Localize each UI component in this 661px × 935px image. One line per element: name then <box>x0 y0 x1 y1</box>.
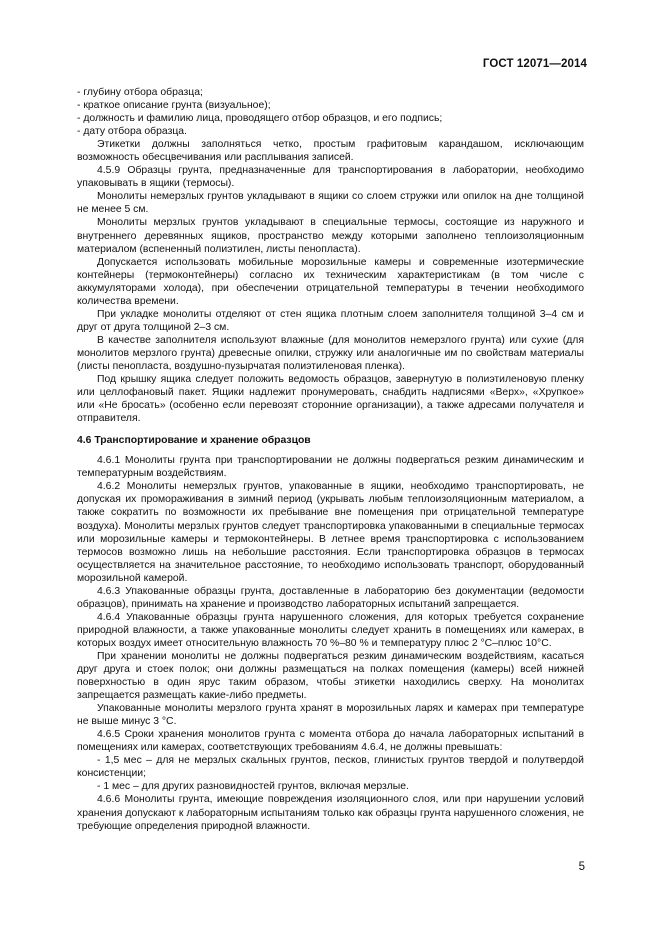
paragraph: - должность и фамилию лица, проводящего отбор образцов, и его подпись; <box>77 113 443 125</box>
paragraph: 4.6.3 Упакованные образцы грунта, доставленные в лабораторию без документации (ведомости образцов), принимать на хранение и производство лабораторных испытаний запрещается. <box>77 585 584 610</box>
paragraph: Под крышку ящика следует положить ведомость образцов, завернутую в полиэтиленовую пленку или целлофановый пакет. Ящики надлежит пронумеровать, снабдить надписями «Верх», «Хрупкое» или «Не бросать» (особенно если перевозят сторонние организации), а также адресами получателя и отправителя. <box>77 374 584 425</box>
paragraph: - краткое описание грунта (визуальное); <box>77 100 271 112</box>
paragraph: - глубину отбора образца; <box>77 87 203 98</box>
document-body <box>77 86 584 833</box>
paragraph: Этикетки должны заполняться четко, простым графитовым карандашом, исключающим возможность обесцвечивания или расплывания записей. <box>77 139 584 164</box>
paragraph: - 1 мес – для других разновидностей грунтов, включая мерзлые. <box>97 781 409 793</box>
paragraph: 4.6.5 Сроки хранения монолитов грунта с момента отбора до начала лабораторных испытаний в помещениях или камерах, соответствующих требованиям 4.6.4, не должны превышать: <box>77 729 584 754</box>
paragraph: - 1,5 мес – для не мерзлых скальных грунтов, песков, глинистых грунтов твердой и полутвердой консистенции; <box>77 755 584 780</box>
paragraph: Монолиты мерзлых грунтов укладывают в специальные термосы, состоящие из наружного и внутреннего деревянных ящиков, пространство между которыми заполнено теплоизоляционным материалом (вспененный полиэтилен, листы пенопласта). <box>77 217 584 255</box>
section-heading: 4.6 Транспортирование и хранение образцов <box>77 435 311 447</box>
page-number: 5 <box>578 861 585 873</box>
paragraph: - дату отбора образца. <box>77 126 187 138</box>
paragraph: 4.5.9 Образцы грунта, предназначенные для транспортирования в лаборатории, необходимо упаковывать в ящики (термосы). <box>77 165 584 190</box>
paragraph: Упакованные монолиты мерзлого грунта хранят в морозильных ларях и камерах при температуре не выше минус 3 °С. <box>77 703 584 728</box>
paragraph: 4.6.6 Монолиты грунта, имеющие повреждения изоляционного слоя, или при нарушении условий хранения допускают к лабораторным испытаниям только как образцы грунта нарушенного сложения, не требующие определения природной влажности. <box>77 794 584 832</box>
paragraph: 4.6.2 Монолиты немерзлых грунтов, упакованные в ящики, необходимо транспортировать, не допуская их промораживания в зимний период (укрывать любым теплоизоляционным материалом, а также сократить по возможности их пребывание вне помещения при отрицательной температуре воздуха). Монолиты мерзлых грунтов следует транспортировка упакованными в специальные термосах или морозильные камеры и термоконтейнеры. В летнее время транспортировка с использованием термосов возможно лишь на небольшие расстояния. Если транспортировка образцов в термосах осуществляется на значительное расстояние, то необходимо использовать транспорт, оборудованный морозильной камерой. <box>77 481 584 584</box>
paragraph: Допускается использовать мобильные морозильные камеры и современные изотермические контейнеры (термоконтейнеры) согласно их техническим характеристикам (в том числе с аккумуляторами холода), при обеспечении отрицательной температуры в течении необходимого количества времени. <box>77 256 584 307</box>
document-code-header: ГОСТ 12071—2014 <box>482 58 587 70</box>
paragraph: В качестве заполнителя используют влажные (для монолитов немерзлого грунта) или сухие (для монолитов мерзлого грунта) древесные опилки, стружку или аналогичные им по свойствам материалы (листы пенопласта, воздушно-пузырчатая полиэтиленовая пленка). <box>77 334 584 372</box>
paragraph: При укладке монолиты отделяют от стен ящика плотным слоем заполнителя толщиной 3–4 см и друг от друга толщиной 2–3 см. <box>77 308 584 333</box>
paragraph: Монолиты немерзлых грунтов укладывают в ящики со слоем стружки или опилок на дне толщиной не менее 5 см. <box>77 191 584 216</box>
paragraph: При хранении монолиты не должны подвергаться резким динамическим воздействиям, касаться друг друга и стоек полок; они должны размещаться на полках помещения (камеры) всей нижней поверхностью в один ярус таким образом, чтобы этикетки находились сверху. На монолитах запрещается размещать какие-либо предметы. <box>77 650 584 702</box>
paragraph: 4.6.4 Упакованные образцы грунта нарушенного сложения, для которых требуется сохранение природной влажности, а также упакованные монолиты следует хранить в помещениях или камерах, в которых воздух имеет относительную влажность 70 %–80 % и температуру плюс 2 °С–плюс 10°С. <box>77 611 584 649</box>
paragraph: 4.6.1 Монолиты грунта при транспортировании не должны подвергаться резким динамическим и температурным воздействиям. <box>77 455 584 480</box>
